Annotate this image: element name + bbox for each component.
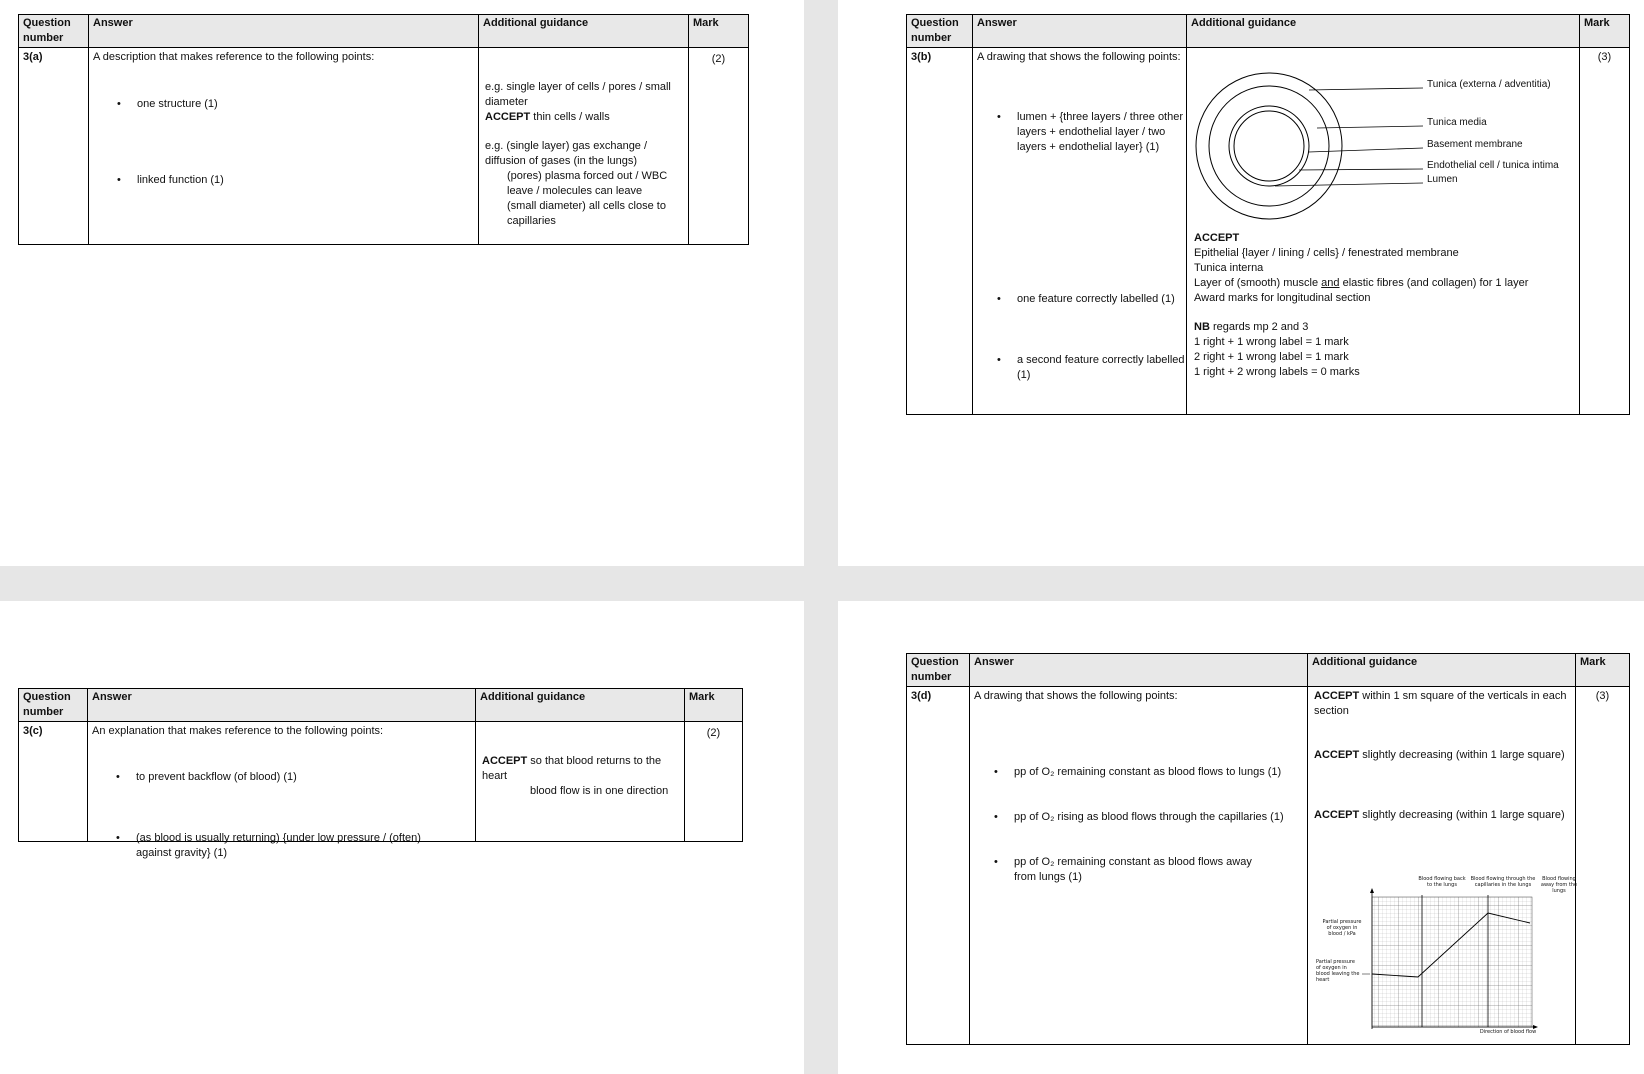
answer-bullet: • linked function (1)	[97, 173, 478, 188]
accept-heading: ACCEPT	[1194, 232, 1240, 244]
header-additional-guidance: Additional guidance	[1187, 15, 1580, 48]
markscheme-table-3b	[906, 14, 1630, 415]
answer-bullet: • pp of O₂ remaining constant as blood flows to lungs (1)	[974, 765, 1310, 780]
diagram-label-tunica-media: Tunica media	[1427, 117, 1487, 128]
guidance-text: (pores) plasma forced out / WBC leave / molecules can leave	[507, 170, 668, 197]
answer-cell	[970, 687, 1308, 1045]
accept-block	[1194, 231, 1574, 380]
answer-cell	[88, 722, 476, 859]
diagram-label-lumen: Lumen	[1427, 174, 1458, 185]
guidance-accept-line	[1314, 689, 1571, 719]
tunica-externa-ring	[1196, 73, 1342, 219]
accept-keyword: ACCEPT	[1314, 690, 1360, 702]
accept-text: elastic fibres (and collagen) for 1 layer	[1339, 277, 1529, 289]
accept-keyword: ACCEPT	[485, 111, 531, 123]
page-3a	[0, 0, 804, 566]
label-leader-line	[1309, 88, 1423, 90]
label-leader-line	[1299, 169, 1423, 170]
guidance-text: blood flow is in one direction	[530, 785, 669, 797]
page-3c	[0, 601, 804, 1074]
question-number: 3(d)	[907, 687, 970, 1045]
answer-bullet: • one structure (1)	[97, 97, 478, 112]
accept-line: Award marks for longitudinal section	[1194, 292, 1371, 304]
accept-line	[1194, 276, 1574, 291]
label-leader-line	[1317, 126, 1423, 128]
header-answer: Answer	[973, 15, 1187, 48]
guidance-text: (small diameter) all cells close to capillaries	[507, 200, 666, 227]
diagram-label-endothelial: Endothelial cell / tunica intima	[1427, 160, 1559, 171]
nb-line: 1 right + 2 wrong labels = 0 marks	[1194, 366, 1360, 378]
oxygen-partial-pressure-graph	[1358, 885, 1538, 1035]
graph-section-label: Blood flowing away from the lungs	[1540, 876, 1578, 894]
y-axis-arrow	[1370, 888, 1374, 893]
header-additional-guidance: Additional guidance	[1308, 654, 1576, 687]
guidance-text: so that blood returns to the heart	[482, 755, 662, 782]
diagram-label-basement-membrane: Basement membrane	[1427, 139, 1523, 150]
answer-intro: A drawing that shows the following points:	[974, 690, 1178, 702]
guidance-cell	[479, 48, 689, 245]
graph-start-label: Partial pressure of oxygen in blood leaving the heart	[1316, 959, 1360, 983]
markscheme-table-3c	[18, 688, 743, 859]
markscheme-table-3a	[18, 14, 749, 245]
answer-cell	[89, 48, 479, 245]
page-3d	[838, 601, 1644, 1074]
guidance-text: slightly decreasing (within 1 large square)	[1359, 749, 1565, 761]
answer-bullet: • a second feature correctly labelled (1)	[977, 353, 1189, 383]
lumen-circle	[1234, 111, 1304, 181]
guidance-cell	[1308, 687, 1576, 1045]
header-additional-guidance: Additional guidance	[479, 15, 689, 48]
guidance-text: within 1 sm square of the verticals in each section	[1314, 690, 1567, 717]
answer-bullet: • (as blood is usually returning) {under low pressure / (often) against gravity} (1)	[96, 831, 456, 861]
guidance-text: thin cells / walls	[530, 111, 610, 123]
header-mark: Mark	[1580, 15, 1630, 48]
header-question-number: Question number	[19, 15, 89, 48]
nb-text: regards mp 2 and 3	[1209, 321, 1309, 333]
accept-line: Epithelial {layer / lining / cells} / fenestrated membrane	[1194, 247, 1459, 259]
graph-section-label: Blood flowing back to the lungs	[1418, 876, 1466, 888]
graph-x-axis-label: Direction of blood flow	[1479, 1029, 1537, 1035]
question-number: 3(a)	[19, 48, 89, 245]
answer-bullet: • pp of O₂ rising as blood flows through the capillaries (1)	[974, 810, 1310, 825]
answer-bullet: • to prevent backflow (of blood) (1)	[96, 770, 475, 785]
header-answer: Answer	[88, 689, 476, 722]
header-answer: Answer	[89, 15, 479, 48]
nb-line	[1194, 320, 1574, 335]
header-mark: Mark	[685, 689, 743, 722]
header-mark: Mark	[689, 15, 749, 48]
basement-membrane-ring	[1229, 106, 1309, 186]
mark-value: (2)	[689, 48, 749, 245]
answer-intro: A description that makes reference to the following points:	[93, 51, 375, 63]
header-question-number: Question number	[907, 15, 973, 48]
accept-keyword: ACCEPT	[482, 755, 528, 767]
answer-bullet: • one feature correctly labelled (1)	[977, 292, 1189, 307]
guidance-cell	[1187, 48, 1580, 415]
header-answer: Answer	[970, 654, 1308, 687]
guidance-text: e.g. single layer of cells / pores / small diameter	[485, 81, 671, 108]
guidance-accept-line	[1314, 748, 1569, 763]
label-leader-line	[1309, 148, 1423, 152]
answer-intro: An explanation that makes reference to the following points:	[92, 725, 384, 737]
graph-grid	[1372, 897, 1532, 1027]
guidance-accept-line	[485, 110, 684, 125]
tunica-media-ring	[1209, 86, 1329, 206]
graph-y-axis-label: Partial pressure of oxygen in blood / kPa	[1322, 919, 1362, 937]
header-mark: Mark	[1576, 654, 1630, 687]
guidance-text: slightly decreasing (within 1 large square)	[1359, 809, 1565, 821]
guidance-accept-line	[482, 754, 680, 784]
accept-underlined: and	[1321, 277, 1340, 289]
nb-heading: NB	[1194, 321, 1210, 333]
mark-value: (2)	[685, 722, 743, 842]
answer-bullet: • pp of O₂ remaining constant as blood flows away from lungs (1)	[974, 855, 1274, 885]
accept-text: Layer of (smooth) muscle	[1194, 277, 1322, 289]
mark-value: (3)	[1580, 48, 1630, 415]
guidance-accept-line	[1314, 808, 1569, 823]
answer-cell	[973, 48, 1187, 415]
guidance-cell	[476, 722, 685, 842]
header-question-number: Question number	[19, 689, 88, 722]
answer-intro: A drawing that shows the following points:	[977, 51, 1181, 63]
question-number: 3(b)	[907, 48, 973, 415]
answer-bullet: • lumen + {three layers / three other layers + endothelial layer / two layers + endothelial layer} (1)	[977, 110, 1189, 155]
label-leader-line	[1275, 183, 1423, 186]
nb-line: 2 right + 1 wrong label = 1 mark	[1194, 351, 1349, 363]
nb-line: 1 right + 1 wrong label = 1 mark	[1194, 336, 1349, 348]
graph-section-label: Blood flowing through the capillaries in the lungs	[1470, 876, 1536, 888]
accept-line: Tunica interna	[1194, 262, 1264, 274]
accept-keyword: ACCEPT	[1314, 749, 1360, 761]
header-additional-guidance: Additional guidance	[476, 689, 685, 722]
markscheme-table-3d	[906, 653, 1630, 1045]
header-question-number: Question number	[907, 654, 970, 687]
page-3b	[838, 0, 1644, 566]
accept-keyword: ACCEPT	[1314, 809, 1360, 821]
mark-value: (3)	[1576, 687, 1630, 1045]
guidance-text: e.g. (single layer) gas exchange / diffusion of gases (in the lungs)	[485, 140, 648, 167]
question-number: 3(c)	[19, 722, 88, 842]
diagram-label-tunica-externa: Tunica (externa / adventitia)	[1427, 79, 1551, 90]
